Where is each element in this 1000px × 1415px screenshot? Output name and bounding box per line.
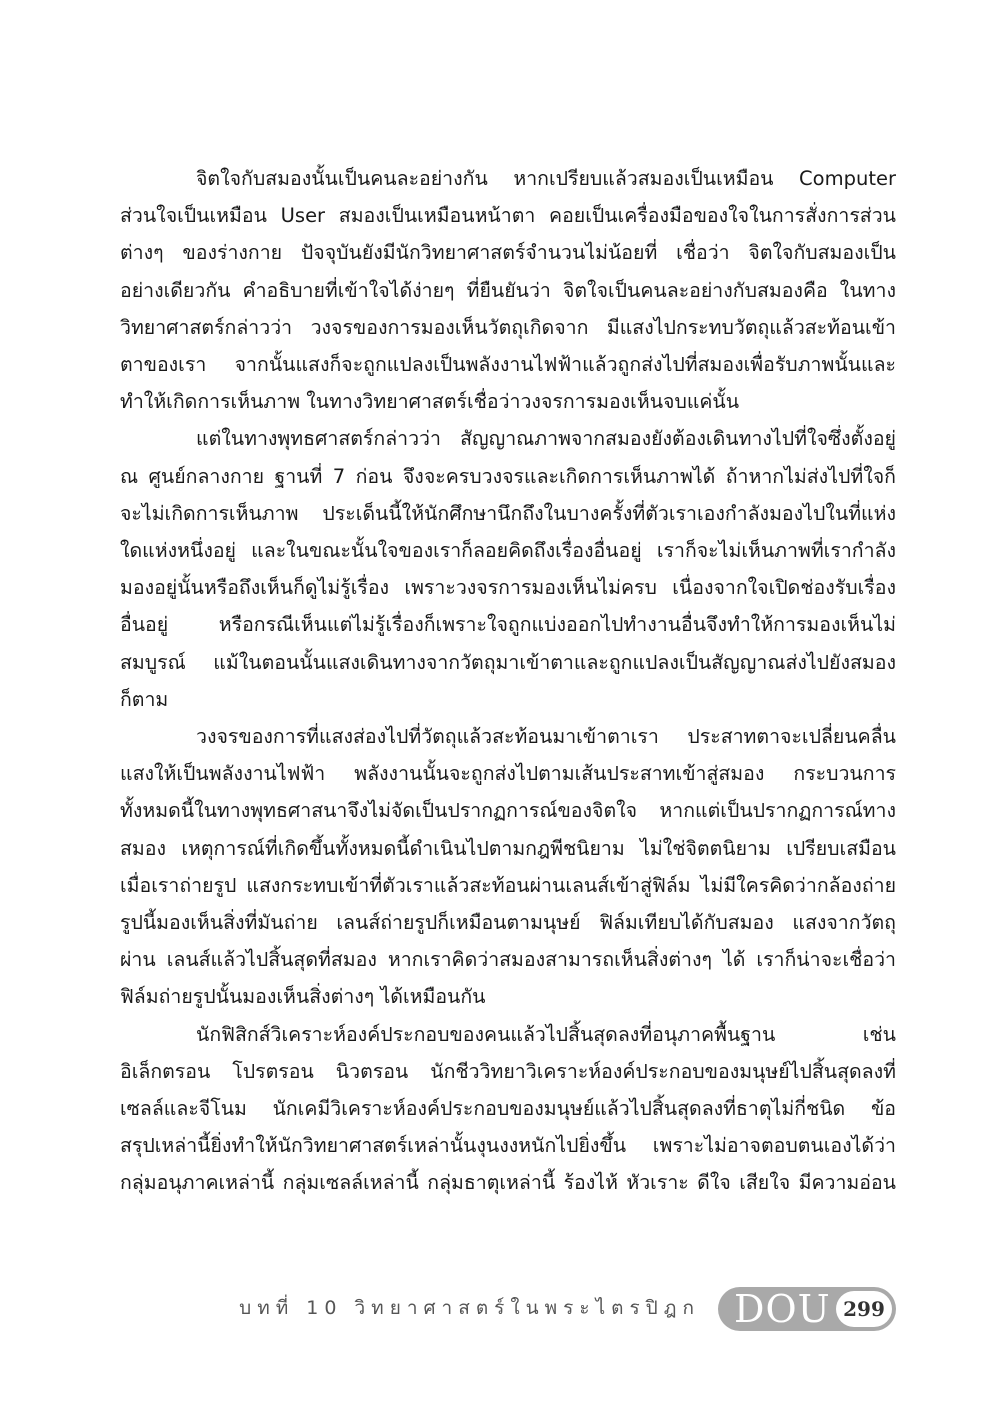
text-line: ส่วนใจเป็นเหมือน User สมองเป็นเหมือนหน้าตา คอยเป็นเครื่องมือของใจในการสั่งการส่วน — [120, 204, 896, 228]
text-line: ใดแห่งหนึ่งอยู่ และในขณะนั้นใจของเราก็ลอยคิดถึงเรื่องอื่นอยู่ เราก็จะไม่เห็นภาพที่เรากำลัง — [120, 539, 896, 563]
text-line: จิตใจกับสมองนั้นเป็นคนละอย่างกัน หากเปรียบแล้วสมองเป็นเหมือน Computer — [196, 167, 896, 190]
text-line: วงจรของการที่แสงส่องไปที่วัตถุแล้วสะท้อนมาเข้าตาเรา ประสาทตาจะเปลี่ยนคลื่น — [196, 725, 896, 749]
paragraph-3 — [120, 718, 896, 1016]
text-line: สมบูรณ์ แม้ในตอนนั้นแสงเดินทางจากวัตถุมาเข้าตาและถูกแปลงเป็นสัญญาณส่งไปยังสมอง — [120, 650, 896, 674]
text-line: ต่างๆ ของร่างกาย ปัจจุบันยังมีนักวิทยาศาสตร์จำนวนไม่น้อยที่ เชื่อว่า จิตใจกับสมองเป็น — [120, 241, 896, 265]
text-line: นักฟิสิกส์วิเคราะห์องค์ประกอบของคนแล้วไปสิ้นสุดลงที่อนุภาคพื้นฐาน เช่น — [196, 1022, 896, 1046]
text-line: ผ่าน เลนส์แล้วไปสิ้นสุดที่สมอง หากเราคิดว่าสมองสามารถเห็นสิ่งต่างๆ ได้ เราก็น่าจะเชื่อว่า — [120, 948, 896, 972]
chapter-title: บทที่ 10 วิทยาศาสตร์ในพระไตรปิฎก — [239, 1297, 700, 1319]
text-line: แสงให้เป็นพลังงานไฟฟ้า พลังงานนั้นจะถูกส่งไปตามเส้นประสาทเข้าสู่สมอง กระบวนการ — [120, 762, 896, 786]
page-badge — [718, 1287, 896, 1331]
text-line: จะไม่เกิดการเห็นภาพ ประเด็นนี้ให้นักศึกษานึกถึงในบางครั้งที่ตัวเราเองกำลังมองไปในที่แห่ง — [120, 501, 896, 525]
text-line: ทำให้เกิดการเห็นภาพ ในทางวิทยาศาสตร์เชื่อว่าวงจรการมองเห็นจบแค่นั้น — [120, 390, 740, 414]
text-line: อื่นอยู่ หรือกรณีเห็นแต่ไม่รู้เรื่องก็เพราะใจถูกแบ่งออกไปทำงานอื่นจึงทำให้การมองเห็นไม่ — [120, 613, 896, 637]
text-line: สรุปเหล่านี้ยิ่งทำให้นักวิทยาศาสตร์เหล่านั้นงุนงงหนักไปยิ่งขึ้น เพราะไม่อาจตอบตนเองได้ว่า — [120, 1134, 896, 1158]
text-line: เซลล์และจีโนม นักเคมีวิเคราะห์องค์ประกอบของมนุษย์แล้วไปสิ้นสุดลงที่ธาตุไม่กี่ชนิด ข้อ — [120, 1097, 896, 1121]
text-line: แต่ในทางพุทธศาสตร์กล่าวว่า สัญญาณภาพจากสมองยังต้องเดินทางไปที่ใจซึ่งตั้งอยู่ — [196, 427, 896, 451]
text-line: กลุ่มอนุภาคเหล่านี้ กลุ่มเซลล์เหล่านี้ กลุ่มธาตุเหล่านี้ ร้องไห้ หัวเราะ ดีใจ เสียใจ มีความอ่อน — [120, 1171, 896, 1195]
text-line: ทั้งหมดนี้ในทางพุทธศาสนาจึงไม่จัดเป็นปรากฏการณ์ของจิตใจ หากแต่เป็นปรากฏการณ์ทาง — [120, 799, 896, 823]
text-line: ฟิล์มถ่ายรูปนั้นมองเห็นสิ่งต่างๆ ได้เหมือนกัน — [120, 985, 486, 1009]
text-line: ก็ตาม — [120, 687, 169, 711]
page-number: 299 — [836, 1291, 892, 1327]
paragraph-4 — [120, 1016, 896, 1202]
paragraph-1 — [120, 160, 896, 420]
text-line: สมอง เหตุการณ์ที่เกิดขึ้นทั้งหมดนี้ดำเนินไปตามกฎพีชนิยาม ไม่ใช่จิตตนิยาม เปรียบเสมือน — [120, 836, 896, 860]
text-line: อิเล็กตรอน โปรตรอน นิวตรอน นักชีววิทยาวิเคราะห์องค์ประกอบของมนุษย์ไปสิ้นสุดลงที่ — [120, 1059, 896, 1083]
paragraph-2 — [120, 420, 896, 718]
text-line: รูปนี้มองเห็นสิ่งที่มันถ่าย เลนส์ถ่ายรูปก็เหมือนตามนุษย์ ฟิล์มเทียบได้กับสมอง แสงจากวัตถุ — [120, 911, 896, 935]
text-line: วิทยาศาสตร์กล่าวว่า วงจรของการมองเห็นวัตถุเกิดจาก มีแสงไปกระทบวัตถุแล้วสะท้อนเข้า — [120, 315, 896, 339]
text-line: เมื่อเราถ่ายรูป แสงกระทบเข้าที่ตัวเราแล้วสะท้อนผ่านเลนส์เข้าสู่ฟิล์ม ไม่มีใครคิดว่ากล้องถ่าย — [120, 873, 896, 897]
page-footer — [0, 1283, 1000, 1333]
text-line: ตาของเรา จากนั้นแสงก็จะถูกแปลงเป็นพลังงานไฟฟ้าแล้วถูกส่งไปที่สมองเพื่อรับภาพนั้นและ — [120, 353, 896, 377]
dou-logo: DOU — [734, 1287, 831, 1331]
body-text — [120, 160, 896, 1202]
text-line: มองอยู่นั้นหรือถึงเห็นก็ดูไม่รู้เรื่อง เพราะวงจรการมองเห็นไม่ครบ เนื่องจากใจเปิดช่องรับเรื่อง — [120, 576, 896, 600]
text-line: อย่างเดียวกัน คำอธิบายที่เข้าใจได้ง่ายๆ ที่ยืนยันว่า จิตใจเป็นคนละอย่างกับสมองคือ ในทาง — [120, 278, 896, 302]
text-line: ณ ศูนย์กลางกาย ฐานที่ 7 ก่อน จึงจะครบวงจรและเกิดการเห็นภาพได้ ถ้าหากไม่ส่งไปที่ใจก็ — [120, 464, 896, 488]
